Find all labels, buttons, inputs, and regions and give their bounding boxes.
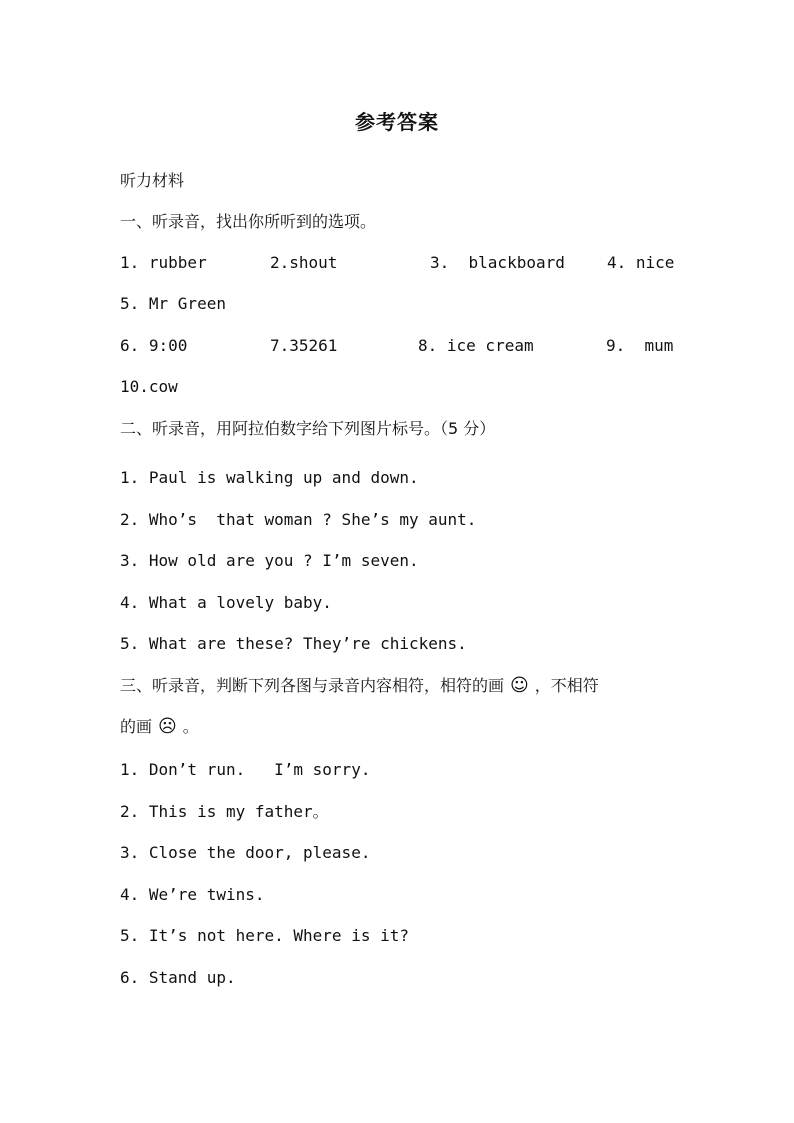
section3-item: 3. Close the door, please.: [120, 843, 371, 862]
section3-item: 2. This is my father。: [120, 802, 329, 821]
section3-item: 6. Stand up.: [120, 968, 236, 987]
section2-item: 5. What are these? They’re chickens.: [120, 634, 467, 653]
answer-item: 2.shout: [270, 253, 338, 272]
section2-item: 1. Paul is walking up and down.: [120, 468, 419, 487]
answer-item: 8. ice cream: [418, 336, 534, 355]
section3-item: 4. We’re twins.: [120, 885, 265, 904]
listening-material-label: 听力材料: [120, 171, 185, 190]
section2-heading: 二、听录音，用阿拉伯数字给下列图片标号。（5 分）: [120, 419, 496, 438]
answer-item: 1. rubber: [120, 253, 207, 272]
smile-icon: ☺: [510, 675, 529, 696]
section2-item: 4. What a lovely baby.: [120, 593, 332, 612]
answer-item: 6. 9:00: [120, 336, 188, 355]
answer-item: 10.cow: [120, 377, 178, 396]
section1-heading: 一、听录音，找出你所听到的选项。: [120, 212, 377, 231]
section3-heading-text: ，不相符: [534, 676, 599, 695]
section3-item: 1. Don’t run. I’m sorry.: [120, 760, 371, 779]
frown-icon: ☹: [158, 716, 177, 737]
answer-item: 9. mum: [606, 336, 674, 355]
answer-item: 5. Mr Green: [120, 294, 226, 313]
section1-row-1: [120, 253, 680, 275]
section1-row-4: [120, 377, 680, 399]
section3-heading-text: 的画: [120, 717, 153, 736]
section3-heading-text: 。: [182, 717, 199, 736]
section1-row-2: [120, 294, 680, 316]
section1-row-3: [120, 336, 680, 358]
section3-heading-line1: [120, 675, 599, 697]
section3-item: 5. It’s not here. Where is it?: [120, 926, 409, 945]
page-title: 参考答案: [355, 110, 439, 134]
section2-item: 2. Who’s that woman ? She’s my aunt.: [120, 510, 477, 529]
section3-heading-line2: [120, 716, 199, 738]
answer-item: 7.35261: [270, 336, 338, 355]
answer-item: 3. blackboard: [430, 253, 565, 272]
answer-item: 4. nice: [607, 253, 675, 272]
section2-item: 3. How old are you ? I’m seven.: [120, 551, 419, 570]
section3-heading-text: 三、听录音，判断下列各图与录音内容相符，相符的画: [120, 676, 505, 695]
